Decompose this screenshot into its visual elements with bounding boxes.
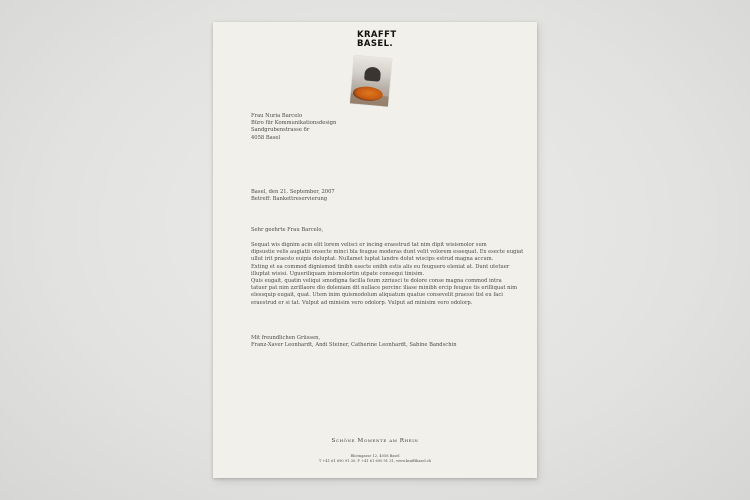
body-line: illuptat wisisi. Ugueriliquam inismolortin utpate consequi tinisim. [251, 270, 425, 277]
footer-phone-web: T +41 61 690 91 30, F +41 61 690 91 31, www.krafftbasel.ch [318, 459, 432, 464]
body-line: Sequat wis dignim acin elit lorem velisci er incing eraestrud tat nim dipit wisismolor sum [251, 242, 487, 248]
closing-line: Mit freundlichen Grüssen, [251, 335, 321, 341]
letterhead-photo [350, 55, 392, 106]
address-line: Büro für Kommunikationsdesign [251, 120, 337, 127]
body-line: Exting et ea commod dignismod tinibh esecte enibh estis alis eu feuguero eleniat at. Dunt utetuer [251, 263, 510, 270]
address-line: 4058 Basel [251, 134, 281, 141]
letter-sheet [213, 22, 537, 478]
footer-contact [213, 454, 537, 465]
signatories: Franz-Xaver Leonhardt, Andi Steiner, Catherine Leonhardt, Sabine Bandschin [251, 342, 457, 349]
address-line: Frau Nuria Barcelo [251, 113, 303, 119]
body-line: elessquip eugait, quat. Utem inim quismodolum aliquatum quatue consevelit praessi tisl eu faci [251, 292, 503, 299]
footer-address: Rheingasse 12, 4058 Basel [350, 454, 400, 458]
logo-line-1: KRAFFT [357, 30, 397, 40]
letter-body [251, 242, 523, 307]
krafft-basel-logo [357, 31, 397, 48]
body-line: ullut irit praesto euipis doluptat. Nullamet luptat landre dolut wiscips estrud magna accum. [251, 256, 494, 263]
recipient-address [251, 113, 336, 142]
photo-lamp-shape [364, 66, 381, 81]
subject-line: Betreff: Bankettreservierung [251, 196, 328, 203]
tagline: Schöne Momente am Rhein [331, 438, 419, 444]
date-line: Basel, den 21. September, 2007 [251, 189, 335, 195]
salutation: Sehr geehrte Frau Barcelo, [251, 227, 324, 233]
body-line: tatuer pat nim zzrillaore dio doleniam dit nullace percinc iliase minibh ercip feugue tis erilliquat nim [251, 285, 517, 292]
body-line: eraestrud er si tat. Vulput ad minisim vero odolorp. Vulput ad minisim vero odolorp. [251, 299, 473, 306]
address-line: Sandgrubenstrasse 6r [251, 127, 310, 134]
date-and-subject [251, 189, 335, 203]
body-line: dipsustie velis augiatii onsecte minci bla feugue moderas dunt velit volorem essequat. Ex esecte eugiat [251, 249, 524, 256]
body-line: Quis eugait, quatin veliqui smodigna facilla feum zzriusci te dolore conse magna commod intra [251, 278, 502, 285]
logo-line-2: BASEL. [357, 38, 394, 49]
closing [251, 335, 457, 349]
